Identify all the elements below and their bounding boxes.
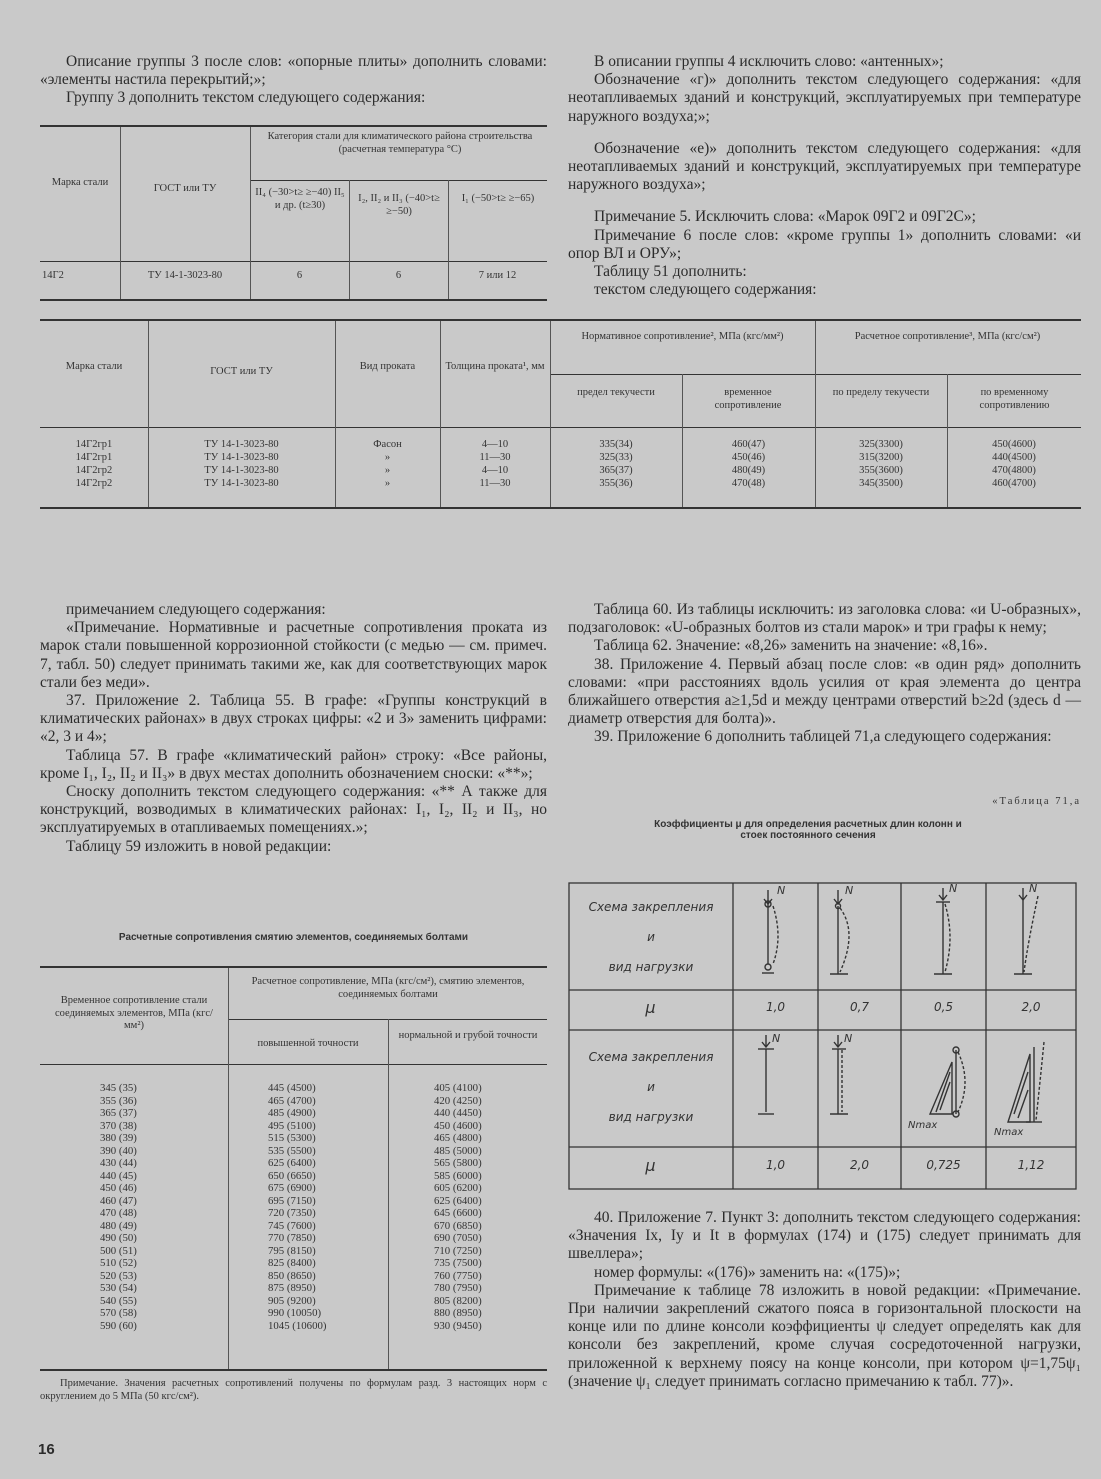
- list-item: 365 (37): [100, 1107, 137, 1119]
- paragraph: Примечание 5. Исключить слова: «Марок 09Г2 и 09Г2С»;: [594, 208, 976, 226]
- column-high-precision: [268, 1082, 368, 1332]
- scheme-label-line: Схема закрепления: [588, 1050, 714, 1064]
- cell-col-2: 6: [395, 270, 402, 281]
- cell-mark: 14Г2гр2: [75, 465, 113, 476]
- list-item: 515 (5300): [268, 1132, 316, 1144]
- list-item: 805 (8200): [434, 1294, 482, 1307]
- list-item: 450 (4600): [434, 1119, 482, 1132]
- paragraph: текстом следующего содержания:: [594, 281, 817, 299]
- list-item: 690 (7050): [434, 1232, 482, 1244]
- scheme-3-icon: [934, 888, 952, 974]
- cell-vid: Фасон: [373, 439, 402, 450]
- list-item: 530 (54): [100, 1282, 137, 1294]
- list-item: 355 (36): [100, 1094, 137, 1107]
- nmax-label: Nmax: [908, 1120, 938, 1131]
- cell-gost: ТУ 14-1-3023-80: [147, 270, 223, 281]
- table-row: [40, 465, 1081, 478]
- list-item: 605 (6200): [434, 1182, 482, 1194]
- paragraph: 37. Приложение 2. Таблица 55. В графе: «Группы конструкций в климатических районах» в двух строках цифры: «2 и 3» заменить цифрами: «2, 3 и 4»;: [40, 692, 547, 746]
- scheme-5-icon: [758, 1035, 774, 1114]
- header-col-1: II₄ (−30>t≥ ≥−40) II₅ и др. (t≥30): [255, 187, 345, 211]
- mu-value: 2,0: [849, 1158, 870, 1172]
- table-resistance-14g2: [40, 319, 1081, 511]
- paragraph: Таблица 60. Из таблицы исключить: из заголовка слова: «и U-образных», подзаголовок: «U-образных болтов из стали марок» и три графы к нему;: [568, 601, 1081, 637]
- table-71a-caption: Коэффициенты μ для определения расчетных длин колонн и стоек постоянного сечения: [654, 819, 962, 841]
- list-item: 850 (8650): [268, 1269, 316, 1282]
- cell-thickness: 4—10: [481, 465, 509, 476]
- paragraph: Примечание 6 после слов: «кроме группы 1» дополнить словами: «и опор ВЛ и ОРУ»;: [568, 226, 1081, 262]
- cell-norm-yield: 355(36): [599, 478, 633, 489]
- scheme-label-line: и: [647, 1080, 655, 1094]
- cell-norm-ultimate: 480(49): [731, 465, 766, 476]
- header-mark: Марка стали: [51, 177, 109, 188]
- paragraph: Таблицу 59 изложить в новой редакции:: [66, 837, 332, 855]
- paragraph: В описании группы 4 исключить слово: «антенных»;: [594, 53, 944, 70]
- list-item: 930 (9450): [434, 1319, 482, 1332]
- list-item: 1045 (10600): [268, 1319, 327, 1332]
- paragraph: Таблица 57. В графе «климатический район» строку: «Все районы, кроме I₁, I₂, II₂ и II₃» в двух местах дополнить обозначением сноски: «**»;: [40, 746, 547, 782]
- paragraph: «Примечание. Нормативные и расчетные сопротивления проката из марок стали повышенной коррозионной стойкости (с медью — см. примеч. 7, табл. 50) следует принимать такими же, как для соответствующих марок стали без меди».: [40, 619, 547, 691]
- list-item: 440 (4450): [434, 1107, 482, 1119]
- list-item: 540 (55): [100, 1294, 137, 1307]
- load-label: N: [949, 882, 958, 895]
- header-gost: ГОСТ или ТУ: [153, 183, 217, 194]
- list-item: 735 (7500): [434, 1257, 482, 1269]
- list-item: 905 (9200): [268, 1294, 316, 1307]
- header-high-precision: повышенной точности: [257, 1038, 359, 1049]
- mu-value: 2,0: [1021, 1000, 1041, 1014]
- cell-calc-yield: 355(3600): [859, 465, 903, 476]
- list-item: 465 (4800): [434, 1132, 482, 1144]
- header-mark: Марка стали: [65, 361, 123, 372]
- paragraph: Обозначение «е)» дополнить текстом следующего содержания: «для неотапливаемых зданий и конструкций, эксплуатируемых при температуре наружного воздуха»;: [568, 139, 1081, 194]
- paragraph: 39. Приложение 6 дополнить таблицей 71,а следующего содержания:: [594, 728, 1052, 746]
- paragraph: Примечание к таблице 78 изложить в новой редакции: «Примечание. При наличии закреплений сжатого пояса в горизонтальной плоскости на конце или по длине консоли коэффициенты ψ следует определять как для консоли без закреплений, кроме случая сосредоточенной нагрузки, приложенной к верхнему поясу на конце консоли, при котором ψ=1,75ψ₁ (значение ψ₁ следует принимать согласно примечанию к табл. 77)».: [568, 1281, 1081, 1390]
- mu-value: 1,12: [1017, 1158, 1045, 1172]
- list-item: 825 (8400): [268, 1257, 316, 1269]
- header-calculated: Расчетное сопротивление³, МПа (кгс/см²): [854, 331, 1041, 342]
- cell-mark: 14Г2гр1: [75, 452, 113, 463]
- list-item: 470 (48): [100, 1207, 137, 1219]
- list-item: 460 (47): [100, 1194, 137, 1207]
- table-59-caption: Расчетные сопротивления смятию элементов, соединяемых болтами: [118, 932, 469, 943]
- table-row: [40, 439, 1081, 452]
- cell-norm-yield: 325(33): [599, 452, 633, 463]
- list-item: 780 (7950): [434, 1282, 482, 1294]
- cell-mark: 14Г2гр1: [75, 439, 113, 450]
- list-item: 795 (8150): [268, 1244, 316, 1257]
- cell-thickness: 11—30: [479, 452, 511, 463]
- cell-calc-yield: 315(3200): [859, 452, 903, 463]
- paragraph: Группу 3 дополнить текстом следующего содержания:: [66, 89, 426, 107]
- paragraph: Описание группы 3 после слов: «опорные плиты» дополнить словами: «элементы настила перекрытий;»;: [40, 53, 547, 89]
- list-item: 510 (52): [100, 1257, 137, 1269]
- top-left-text: [40, 53, 547, 108]
- column-normal-precision: [434, 1082, 534, 1332]
- header-norm-yield: предел текучести: [577, 387, 655, 398]
- table-steel-category: [40, 125, 547, 301]
- table-row: [40, 478, 1081, 491]
- load-label: N: [772, 1032, 781, 1045]
- list-item: 345 (35): [100, 1082, 137, 1094]
- list-item: 585 (6000): [434, 1169, 482, 1182]
- scheme-label-line: вид нагрузки: [608, 960, 694, 974]
- paragraph: номер формулы: «(176)» заменить на: «(175)»;: [594, 1263, 901, 1281]
- list-item: 500 (51): [100, 1244, 137, 1257]
- bottom-right-text: [568, 1209, 1081, 1391]
- paragraph: Сноску дополнить текстом следующего содержания: «** А также для конструкций, возводимых в климатических районах: I₁, I₂, II₂ и II₃, но эксплуатируемых в отапливаемых помещениях.»;: [40, 783, 547, 837]
- table-bearing-resistance: [40, 966, 547, 1370]
- list-item: 710 (7250): [434, 1244, 482, 1257]
- mu-value: 1,0: [765, 1158, 786, 1172]
- cell-gost: ТУ 14-1-3023-80: [204, 465, 279, 476]
- column-ultimate: [100, 1082, 190, 1332]
- header-normative: Нормативное сопротивление², МПа (кгс/мм²): [581, 331, 784, 342]
- list-item: 695 (7150): [268, 1194, 316, 1207]
- header-gost: ГОСТ или ТУ: [210, 366, 273, 377]
- table-mu-coefficients: [568, 882, 1077, 1190]
- list-item: 625 (6400): [268, 1157, 316, 1169]
- header-calc-yield: по пределу текучести: [832, 387, 930, 398]
- cell-norm-ultimate: 460(47): [731, 439, 766, 450]
- mu-value: 0,7: [849, 1000, 870, 1014]
- cell-vid: »: [384, 452, 391, 463]
- list-item: 720 (7350): [268, 1207, 316, 1219]
- list-item: 565 (5800): [434, 1157, 482, 1169]
- list-item: 485 (5000): [434, 1144, 482, 1157]
- load-label: N: [845, 884, 854, 897]
- cell-norm-ultimate: 450(46): [731, 452, 766, 463]
- header-calc-ultimate: по временному сопротивлению: [979, 387, 1050, 411]
- paragraph: Таблицу 51 дополнить:: [594, 263, 747, 281]
- cell-norm-yield: 335(34): [599, 439, 633, 450]
- mu-value: 0,5: [933, 1000, 954, 1014]
- page-number: 16: [38, 1441, 55, 1458]
- cell-thickness: 11—30: [479, 478, 511, 489]
- list-item: 495 (5100): [268, 1119, 316, 1132]
- list-item: 875 (8950): [268, 1282, 316, 1294]
- cell-calc-yield: 325(3300): [859, 439, 903, 450]
- header-ultimate-strength: Временное сопротивление стали соединяемых элементов, МПа (кгс/мм²): [55, 995, 213, 1031]
- scheme-label-line: и: [647, 930, 655, 944]
- list-item: 420 (4250): [434, 1094, 482, 1107]
- mu-value: 1,0: [765, 1000, 786, 1014]
- scheme-label-row1: [576, 892, 726, 982]
- header-resistance: Расчетное сопротивление, МПа (кгс/см²), смятию элементов, соединяемых болтами: [251, 976, 525, 1000]
- paragraph: 38. Приложение 4. Первый абзац после слов: «в один ряд» дополнить словами: «при расстояниях вдоль усилия от края элемента до центра ближайшего отверстия a≥1,5d и между центрами отверстий b≥2d (здесь d — диаметр отверстия для болта)».: [568, 655, 1081, 728]
- cell-col-3: 7 или 12: [478, 270, 517, 281]
- mu-label-row1: μ: [645, 998, 656, 1017]
- cell-calc-yield: 345(3500): [859, 478, 903, 489]
- header-normal-precision: нормальной и грубой точности: [398, 1030, 538, 1041]
- list-item: 440 (45): [100, 1169, 137, 1182]
- table-row: [40, 452, 1081, 465]
- paragraph: 40. Приложение 7. Пункт 3: дополнить текстом следующего содержания: «Значения Ix, Iy и It в формулах (174) и (175) следует принимать для швеллера»;: [568, 1209, 1081, 1263]
- cell-col-1: 6: [296, 270, 303, 281]
- list-item: 990 (10050): [268, 1307, 322, 1319]
- header-category: Категория стали для климатического района строительства (расчетная температура °С): [267, 131, 533, 155]
- header-col-2: I₂, II₂ и II₃ (−40>t≥ ≥−50): [358, 193, 440, 217]
- list-item: 880 (8950): [434, 1307, 482, 1319]
- load-label: N: [844, 1032, 853, 1045]
- list-item: 370 (38): [100, 1119, 137, 1132]
- list-item: 670 (6850): [434, 1219, 482, 1232]
- list-item: 405 (4100): [434, 1082, 482, 1094]
- list-item: 770 (7850): [268, 1232, 316, 1244]
- cell-calc-ultimate: 470(4800): [992, 465, 1036, 476]
- load-label: N: [777, 884, 786, 897]
- list-item: 570 (58): [100, 1307, 137, 1319]
- cell-mark: 14Г2гр2: [75, 478, 113, 489]
- cell-gost: ТУ 14-1-3023-80: [204, 478, 279, 489]
- scheme-2-icon: [830, 890, 849, 974]
- header-thickness: Толщина проката¹, мм: [445, 361, 545, 372]
- list-item: 380 (39): [100, 1132, 137, 1144]
- list-item: 590 (60): [100, 1319, 137, 1332]
- list-item: 430 (44): [100, 1157, 137, 1169]
- load-label: N: [1029, 882, 1038, 895]
- table-71a-label: «Таблица 71,а: [992, 796, 1081, 807]
- scheme-7-icon: [930, 1047, 965, 1117]
- list-item: 490 (50): [100, 1232, 137, 1244]
- scheme-label-line: Схема закрепления: [588, 900, 714, 914]
- nmax-label: Nmax: [994, 1127, 1024, 1138]
- scheme-6-icon: [830, 1035, 848, 1114]
- mu-value: 0,725: [926, 1158, 961, 1172]
- cell-calc-ultimate: 460(4700): [992, 478, 1036, 489]
- cell-thickness: 4—10: [481, 439, 509, 450]
- list-item: 465 (4700): [268, 1094, 316, 1107]
- table-59-note: Примечание. Значения расчетных сопротивлений получены по формулам разд. 3 настоящих норм с округлением до 5 МПа (50 кгс/см²).: [40, 1378, 547, 1402]
- list-item: 390 (40): [100, 1144, 137, 1157]
- paragraph: Таблица 62. Значение: «8,26» заменить на значение: «8,16».: [594, 637, 988, 655]
- list-item: 520 (53): [100, 1269, 137, 1282]
- cell-gost: ТУ 14-1-3023-80: [204, 452, 279, 463]
- list-item: 675 (6900): [268, 1182, 316, 1194]
- cell-mark: 14Г2: [42, 270, 64, 281]
- scheme-8-icon: [1008, 1042, 1044, 1122]
- list-item: 745 (7600): [268, 1219, 316, 1232]
- scheme-1-icon: [762, 890, 778, 973]
- list-item: 645 (6600): [434, 1207, 482, 1219]
- scheme-4-icon: [1014, 888, 1038, 974]
- paragraph: Обозначение «г)» дополнить текстом следующего содержания: «для неотапливаемых зданий и конструкций, эксплуатируемых при температуре наружного воздуха;»;: [568, 71, 1081, 125]
- paragraph: примечанием следующего содержания:: [66, 601, 326, 618]
- cell-calc-ultimate: 450(4600): [992, 439, 1036, 450]
- cell-calc-ultimate: 440(4500): [992, 452, 1036, 463]
- header-norm-ultimate: временное сопротивление: [714, 387, 782, 411]
- cell-norm-yield: 365(37): [599, 465, 633, 476]
- cell-gost: ТУ 14-1-3023-80: [204, 439, 279, 450]
- list-item: 760 (7750): [434, 1269, 482, 1282]
- cell-norm-ultimate: 470(48): [731, 478, 766, 489]
- list-item: 480 (49): [100, 1219, 137, 1232]
- cell-vid: »: [384, 465, 391, 476]
- header-col-3: I₁ (−50>t≥ ≥−65): [461, 193, 535, 204]
- list-item: 650 (6650): [268, 1169, 316, 1182]
- top-right-text: [568, 53, 1081, 299]
- list-item: 625 (6400): [434, 1194, 482, 1207]
- list-item: 535 (5500): [268, 1144, 316, 1157]
- cell-vid: »: [384, 478, 391, 489]
- header-vid: Вид проката: [359, 361, 416, 372]
- list-item: 450 (46): [100, 1182, 137, 1194]
- scheme-label-line: вид нагрузки: [608, 1110, 694, 1124]
- list-item: 445 (4500): [268, 1082, 316, 1094]
- mid-left-text: [40, 601, 547, 856]
- mid-right-text: [568, 601, 1081, 747]
- scheme-label-row2: [576, 1042, 726, 1132]
- mu-label-row2: μ: [645, 1156, 656, 1175]
- list-item: 485 (4900): [268, 1107, 316, 1119]
